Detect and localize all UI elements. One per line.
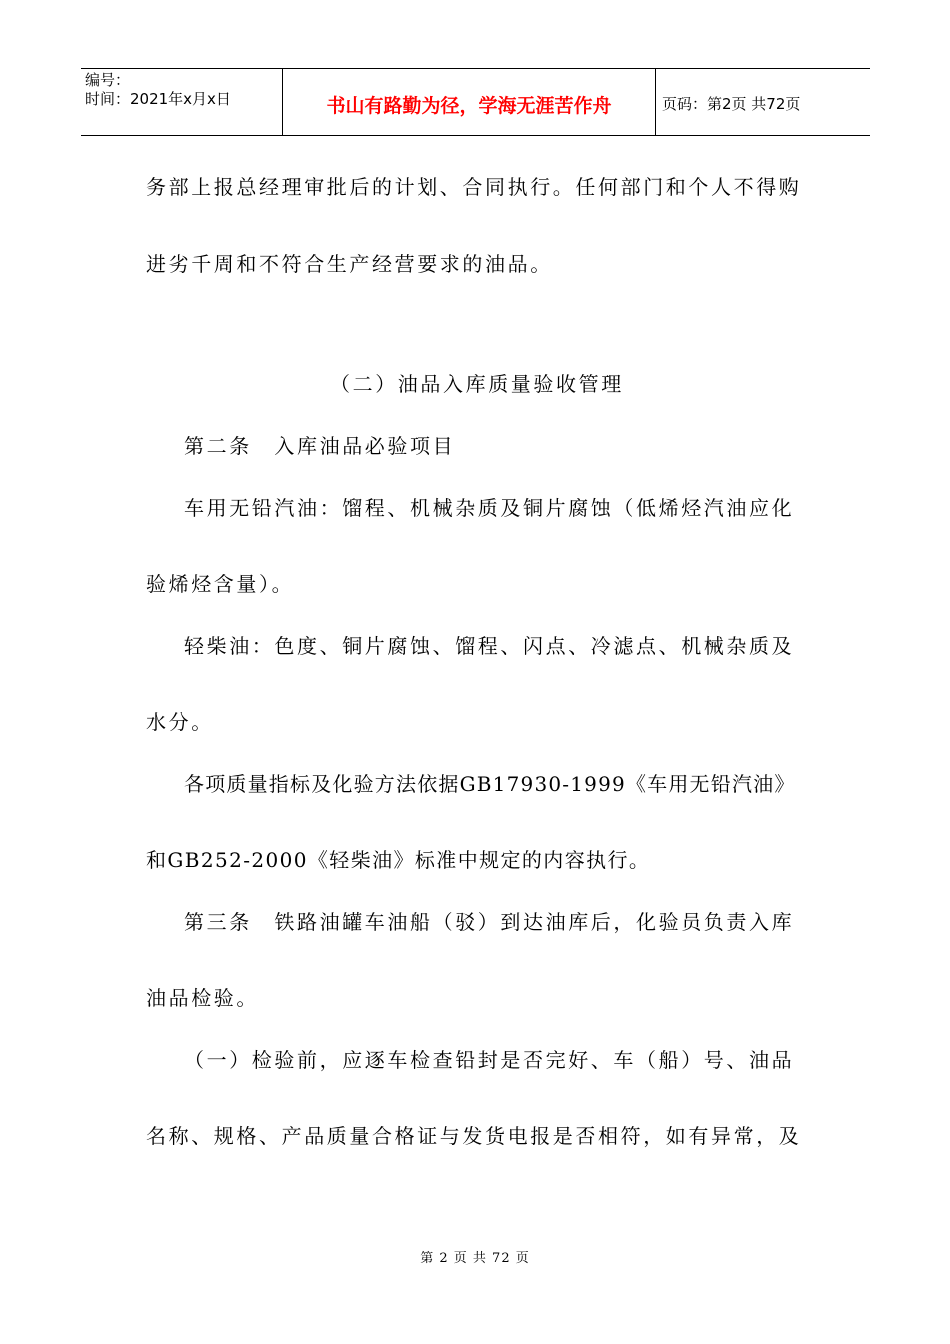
body-line-7: 轻柴油：色度、铜片腐蚀、馏程、闪点、冷滤点、机械杂质及 bbox=[184, 634, 795, 658]
body-line-12: 油品检验。 bbox=[146, 986, 259, 1010]
body-line-9: 各项质量指标及化验方法依据GB17930-1999《车用无铅汽油》 bbox=[184, 772, 796, 796]
page-footer: 第 2 页 共 72 页 bbox=[420, 1251, 530, 1266]
body-line-2: 进劣千周和不符合生产经营要求的油品。 bbox=[146, 252, 553, 276]
article-2-heading: 第二条 入库油品必验项目 bbox=[184, 434, 456, 458]
body-line-1: 务部上报总经理审批后的计划、合同执行。任何部门和个人不得购 bbox=[146, 175, 802, 199]
header-page-info: 页码：第2页 共72页 bbox=[662, 94, 801, 113]
body-line-6: 验烯烃含量）。 bbox=[146, 572, 295, 596]
document-time-label: 时间：2021年x月x日 bbox=[85, 90, 231, 108]
body-line-5: 车用无铅汽油：馏程、机械杂质及铜片腐蚀（低烯烃汽油应化 bbox=[184, 496, 795, 520]
page-header bbox=[81, 68, 870, 136]
article-3-heading: 第三条 铁路油罐车油船（驳）到达油库后，化验员负责入库 bbox=[184, 910, 795, 934]
header-meta bbox=[81, 69, 283, 135]
section-heading: （二）油品入库质量验收管理 bbox=[330, 372, 624, 396]
body-line-14: 名称、规格、产品质量合格证与发货电报是否相符，如有异常，及 bbox=[146, 1124, 802, 1148]
body-line-13: （一）检验前，应逐车检查铅封是否完好、车（船）号、油品 bbox=[184, 1048, 795, 1072]
header-motto: 书山有路勤为径，学海无涯苦作舟 bbox=[283, 69, 656, 135]
document-number-label: 编号： bbox=[85, 71, 131, 89]
body-line-10: 和GB252-2000《轻柴油》标准中规定的内容执行。 bbox=[146, 848, 651, 872]
body-line-8: 水分。 bbox=[146, 710, 214, 734]
